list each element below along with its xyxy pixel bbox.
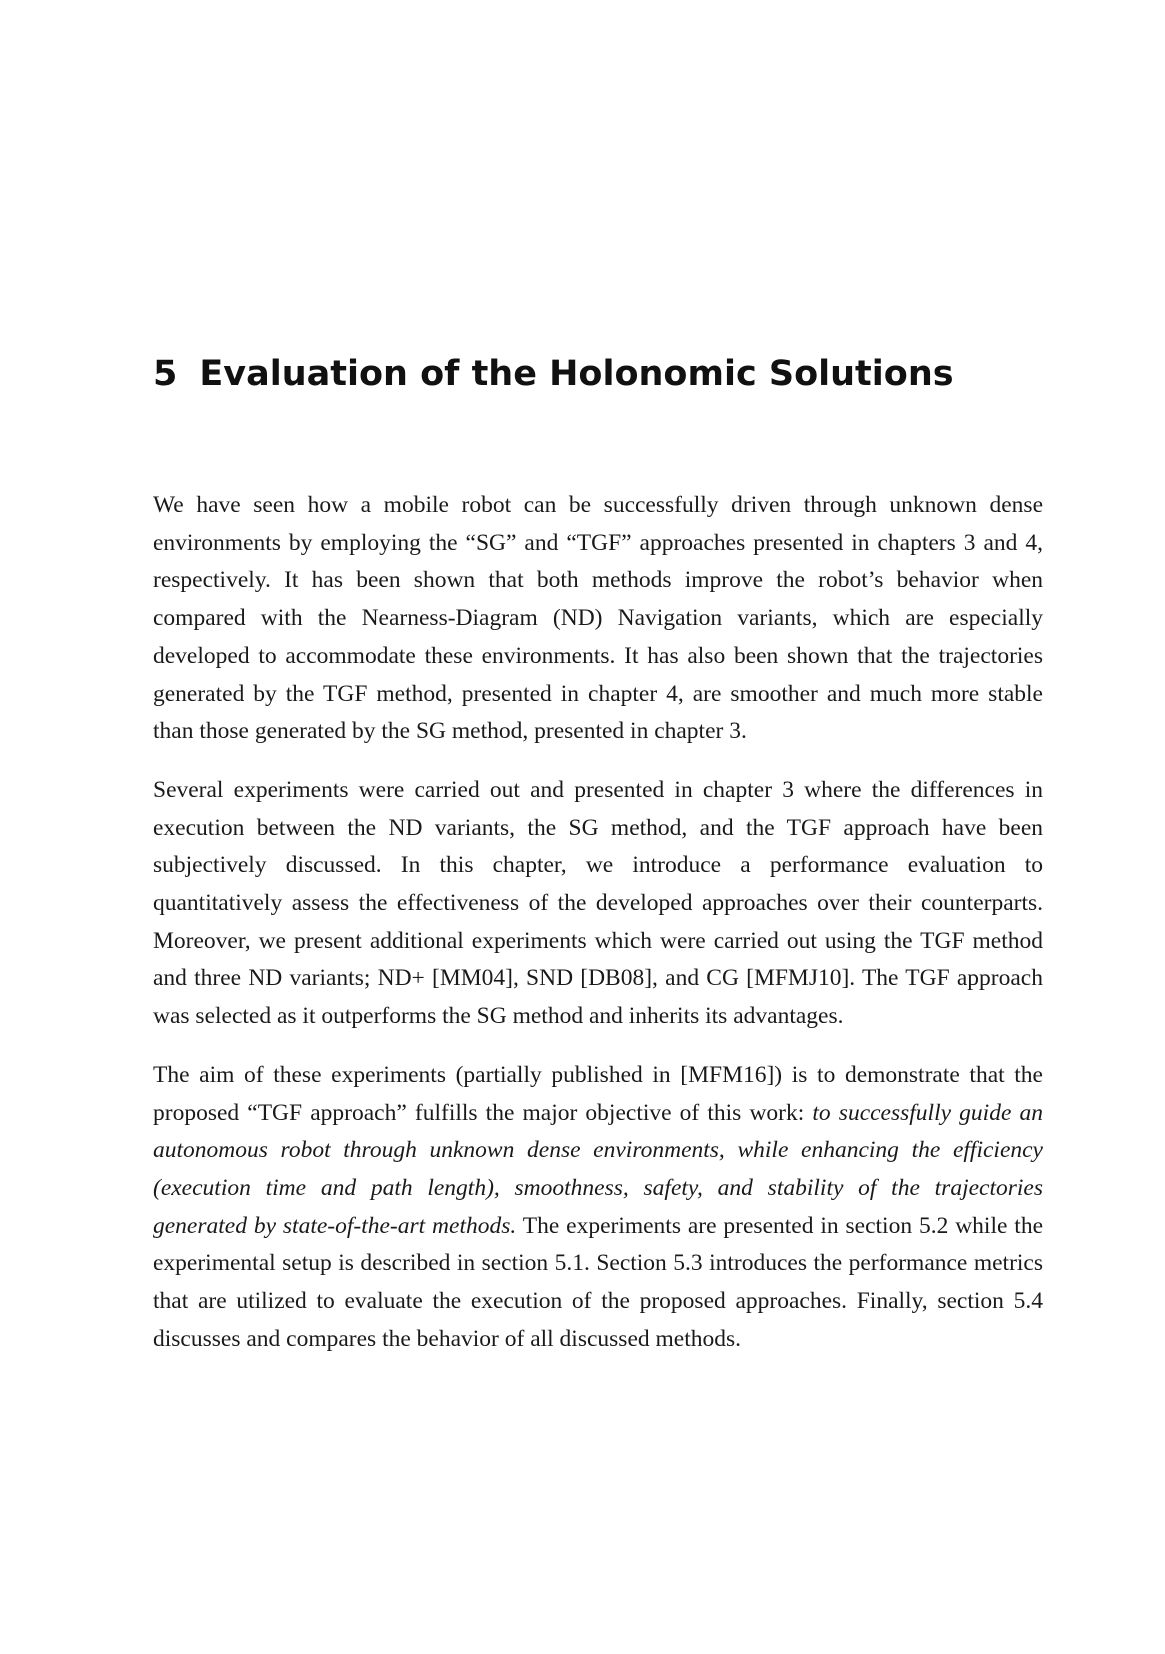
chapter-number: 5 bbox=[153, 354, 178, 394]
paragraph-experiments: Several experiments were carried out and presented in chapter 3 where the differences in execution between the ND variants, the SG method, and the TGF approach have been subjectively discussed. In this chapter, we introduce a performance evaluation to quantitatively assess the effectiveness of the developed approaches over their counterparts. Moreover, we present additional experiments which were carried out using the TGF method and three ND variants; ND+ [MM04], SND [DB08], and CG [MFMJ10]. The TGF approach was selected as it outperforms the SG method and inherits its advantages. bbox=[153, 776, 1043, 1030]
paragraph-intro: We have seen how a mobile robot can be successfully driven through unknown dense environments by employing the “SG” and “TGF” approaches presented in chapters 3 and 4, respectively. It has been shown that both methods improve the robot’s behavior when compared with the Nearness-Diagram (ND) Navigation variants, which are especially developed to accommodate these environments. It has also been shown that the trajectories generated by the TGF method, presented in chapter 4, are smoother and much more stable than those generated by the SG method, presented in chapter 3. bbox=[153, 492, 1043, 745]
paragraph-aim bbox=[153, 1057, 1043, 1359]
objective-statement: to successfully guide an autonomous robot through unknown dense environments, while enhancing the efficiency (execution time and path length), smoothness, safety, and stability of the trajectories generated by state-of-the-art methods. bbox=[153, 1099, 1044, 1239]
chapter-heading bbox=[153, 352, 954, 396]
chapter-title: Evaluation of the Holonomic Solutions bbox=[199, 354, 954, 394]
paragraph-aim-start: The aim of these experiments (partially published in [MFM16]) is to demonstrate that the proposed “TGF approach” fulfills the major objective of this work: bbox=[153, 1061, 1043, 1126]
chapter-body bbox=[153, 487, 1043, 1379]
paragraph-aim-end: The experiments are presented in section 5.2 while the experimental setup is described in section 5.1. Section 5.3 introduces the performance metrics that are utilized to evaluate the execution of the proposed approaches. Finally, section 5.4 discusses and compares the behavior of all discussed methods. bbox=[153, 1212, 1044, 1352]
